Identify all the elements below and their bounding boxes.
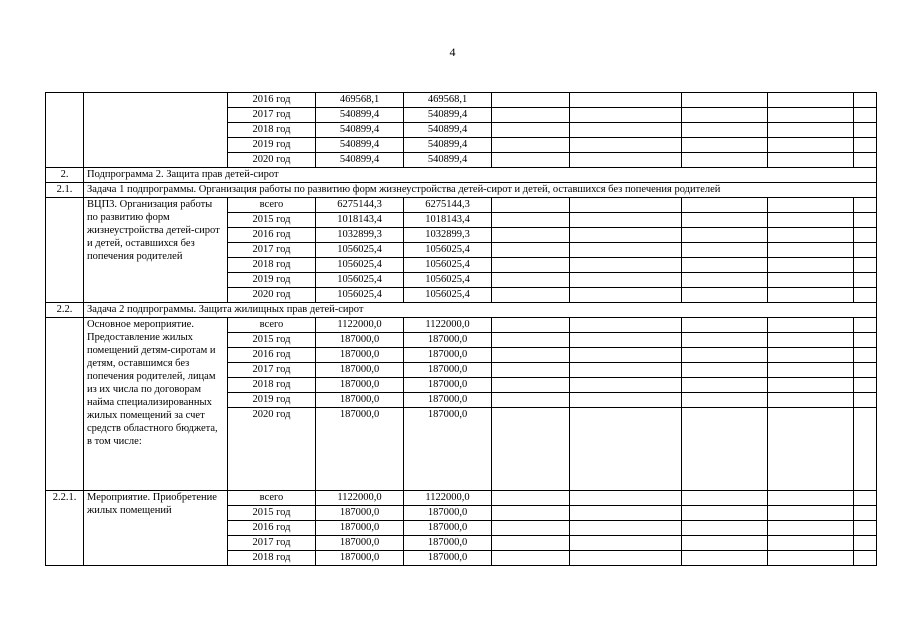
empty-cell bbox=[682, 408, 768, 491]
empty-cell bbox=[768, 521, 854, 536]
empty-cell bbox=[570, 393, 682, 408]
empty-cell bbox=[854, 243, 877, 258]
empty-cell bbox=[854, 521, 877, 536]
empty-cell bbox=[768, 348, 854, 363]
empty-cell bbox=[492, 521, 570, 536]
empty-cell bbox=[570, 198, 682, 213]
year-cell: 2018 год bbox=[228, 378, 316, 393]
empty-cell bbox=[854, 408, 877, 491]
value-cell: 187000,0 bbox=[316, 333, 404, 348]
empty-cell bbox=[492, 318, 570, 333]
year-cell: всего bbox=[228, 491, 316, 506]
empty-cell bbox=[570, 521, 682, 536]
empty-cell bbox=[682, 198, 768, 213]
empty-cell bbox=[768, 228, 854, 243]
value-cell: 6275144,3 bbox=[316, 198, 404, 213]
empty-cell bbox=[854, 228, 877, 243]
empty-cell bbox=[768, 243, 854, 258]
value-cell: 187000,0 bbox=[316, 506, 404, 521]
empty-cell bbox=[768, 363, 854, 378]
value-cell: 540899,4 bbox=[316, 138, 404, 153]
empty-cell bbox=[768, 288, 854, 303]
value-cell: 540899,4 bbox=[316, 108, 404, 123]
year-cell: 2020 год bbox=[228, 288, 316, 303]
value-cell: 187000,0 bbox=[404, 551, 492, 566]
table-row bbox=[46, 318, 877, 333]
empty-cell bbox=[492, 506, 570, 521]
empty-cell bbox=[768, 153, 854, 168]
empty-cell bbox=[492, 288, 570, 303]
empty-cell bbox=[682, 213, 768, 228]
empty-cell bbox=[854, 123, 877, 138]
value-cell: 540899,4 bbox=[404, 138, 492, 153]
empty-cell bbox=[570, 378, 682, 393]
empty-cell bbox=[570, 213, 682, 228]
empty-cell bbox=[854, 213, 877, 228]
year-cell: 2018 год bbox=[228, 123, 316, 138]
value-cell: 187000,0 bbox=[404, 506, 492, 521]
empty-cell bbox=[570, 153, 682, 168]
empty-cell bbox=[682, 153, 768, 168]
empty-cell bbox=[682, 318, 768, 333]
empty-cell bbox=[570, 288, 682, 303]
value-cell: 187000,0 bbox=[404, 408, 492, 491]
value-cell: 6275144,3 bbox=[404, 198, 492, 213]
value-cell: 1056025,4 bbox=[404, 243, 492, 258]
empty-cell bbox=[854, 378, 877, 393]
year-cell: 2017 год bbox=[228, 243, 316, 258]
empty-cell bbox=[768, 551, 854, 566]
empty-cell bbox=[492, 138, 570, 153]
empty-cell bbox=[854, 198, 877, 213]
empty-cell bbox=[570, 258, 682, 273]
value-cell: 1122000,0 bbox=[404, 318, 492, 333]
budget-table bbox=[45, 92, 877, 566]
value-cell: 540899,4 bbox=[316, 123, 404, 138]
year-cell: 2018 год bbox=[228, 551, 316, 566]
empty-cell bbox=[682, 123, 768, 138]
value-cell: 540899,4 bbox=[404, 123, 492, 138]
empty-cell bbox=[682, 258, 768, 273]
value-cell: 469568,1 bbox=[316, 93, 404, 108]
item-label: Основное мероприятие. Предоставление жилых помещений детям-сиротам и детям, оставшимся без попечения родителей, лицам из их числа по договорам найма специализированных жилых помещений за счет средств областного бюджета, в том числе: bbox=[84, 318, 228, 491]
empty-cell bbox=[854, 108, 877, 123]
empty-cell bbox=[570, 108, 682, 123]
value-cell: 1056025,4 bbox=[404, 258, 492, 273]
empty-cell bbox=[492, 213, 570, 228]
empty-cell bbox=[682, 551, 768, 566]
empty-cell bbox=[682, 393, 768, 408]
year-cell: всего bbox=[228, 198, 316, 213]
year-cell: 2020 год bbox=[228, 408, 316, 491]
empty-cell bbox=[854, 93, 877, 108]
empty-cell bbox=[492, 228, 570, 243]
year-cell: 2015 год bbox=[228, 213, 316, 228]
empty-cell bbox=[682, 506, 768, 521]
year-cell: 2015 год bbox=[228, 506, 316, 521]
empty-cell bbox=[854, 348, 877, 363]
empty-cell bbox=[570, 491, 682, 506]
empty-cell bbox=[492, 378, 570, 393]
value-cell: 187000,0 bbox=[404, 536, 492, 551]
item-label: ВЦП3. Организация работы по развитию форм жизнеустройства детей-сирот и детей, оставшихся без попечения родителей bbox=[84, 198, 228, 303]
empty-cell bbox=[492, 551, 570, 566]
value-cell: 187000,0 bbox=[316, 521, 404, 536]
value-cell: 187000,0 bbox=[316, 378, 404, 393]
empty-cell bbox=[492, 93, 570, 108]
empty-cell bbox=[682, 363, 768, 378]
empty-cell bbox=[492, 198, 570, 213]
empty-cell bbox=[768, 333, 854, 348]
empty-cell bbox=[682, 93, 768, 108]
empty-cell bbox=[768, 93, 854, 108]
section-row bbox=[46, 183, 877, 198]
value-cell: 187000,0 bbox=[404, 333, 492, 348]
item-label bbox=[84, 93, 228, 168]
row-number bbox=[46, 198, 84, 303]
value-cell: 187000,0 bbox=[404, 521, 492, 536]
year-cell: 2019 год bbox=[228, 393, 316, 408]
row-number: 2.1. bbox=[46, 183, 84, 198]
empty-cell bbox=[768, 378, 854, 393]
value-cell: 187000,0 bbox=[404, 393, 492, 408]
empty-cell bbox=[768, 536, 854, 551]
empty-cell bbox=[570, 93, 682, 108]
year-cell: 2015 год bbox=[228, 333, 316, 348]
section-title: Задача 2 подпрограммы. Защита жилищных прав детей-сирот bbox=[84, 303, 877, 318]
empty-cell bbox=[854, 318, 877, 333]
table-row bbox=[46, 93, 877, 108]
item-label: Мероприятие. Приобретение жилых помещений bbox=[84, 491, 228, 566]
empty-cell bbox=[682, 288, 768, 303]
value-cell: 1056025,4 bbox=[316, 258, 404, 273]
empty-cell bbox=[768, 506, 854, 521]
empty-cell bbox=[570, 273, 682, 288]
value-cell: 1122000,0 bbox=[404, 491, 492, 506]
empty-cell bbox=[492, 348, 570, 363]
empty-cell bbox=[570, 551, 682, 566]
empty-cell bbox=[768, 138, 854, 153]
empty-cell bbox=[768, 491, 854, 506]
value-cell: 187000,0 bbox=[316, 363, 404, 378]
empty-cell bbox=[768, 318, 854, 333]
value-cell: 187000,0 bbox=[316, 536, 404, 551]
value-cell: 187000,0 bbox=[404, 348, 492, 363]
empty-cell bbox=[854, 551, 877, 566]
empty-cell bbox=[492, 536, 570, 551]
year-cell: 2020 год bbox=[228, 153, 316, 168]
empty-cell bbox=[682, 536, 768, 551]
empty-cell bbox=[682, 273, 768, 288]
value-cell: 187000,0 bbox=[316, 408, 404, 491]
table-body bbox=[46, 93, 877, 566]
empty-cell bbox=[570, 123, 682, 138]
year-cell: 2016 год bbox=[228, 228, 316, 243]
empty-cell bbox=[492, 108, 570, 123]
year-cell: 2018 год bbox=[228, 258, 316, 273]
empty-cell bbox=[570, 228, 682, 243]
row-number: 2.2.1. bbox=[46, 491, 84, 566]
empty-cell bbox=[768, 273, 854, 288]
empty-cell bbox=[682, 348, 768, 363]
empty-cell bbox=[492, 408, 570, 491]
value-cell: 469568,1 bbox=[404, 93, 492, 108]
section-title: Подпрограмма 2. Защита прав детей-сирот bbox=[84, 168, 877, 183]
empty-cell bbox=[768, 213, 854, 228]
value-cell: 1056025,4 bbox=[404, 288, 492, 303]
empty-cell bbox=[854, 258, 877, 273]
empty-cell bbox=[570, 506, 682, 521]
empty-cell bbox=[854, 393, 877, 408]
empty-cell bbox=[768, 123, 854, 138]
value-cell: 187000,0 bbox=[316, 348, 404, 363]
row-number bbox=[46, 318, 84, 491]
empty-cell bbox=[570, 348, 682, 363]
empty-cell bbox=[768, 198, 854, 213]
empty-cell bbox=[854, 288, 877, 303]
empty-cell bbox=[682, 243, 768, 258]
value-cell: 187000,0 bbox=[316, 393, 404, 408]
table-row bbox=[46, 491, 877, 506]
section-row bbox=[46, 303, 877, 318]
empty-cell bbox=[492, 393, 570, 408]
row-number: 2.2. bbox=[46, 303, 84, 318]
value-cell: 1056025,4 bbox=[404, 273, 492, 288]
value-cell: 1056025,4 bbox=[316, 273, 404, 288]
empty-cell bbox=[854, 333, 877, 348]
table-row bbox=[46, 198, 877, 213]
empty-cell bbox=[570, 318, 682, 333]
empty-cell bbox=[768, 108, 854, 123]
empty-cell bbox=[682, 521, 768, 536]
empty-cell bbox=[492, 363, 570, 378]
row-number bbox=[46, 93, 84, 168]
section-title: Задача 1 подпрограммы. Организация работы по развитию форм жизнеустройства детей-сирот и детей, оставшихся без попечения родителей bbox=[84, 183, 877, 198]
value-cell: 187000,0 bbox=[404, 363, 492, 378]
empty-cell bbox=[492, 491, 570, 506]
year-cell: 2016 год bbox=[228, 521, 316, 536]
empty-cell bbox=[682, 491, 768, 506]
empty-cell bbox=[854, 363, 877, 378]
value-cell: 1122000,0 bbox=[316, 491, 404, 506]
value-cell: 1032899,3 bbox=[404, 228, 492, 243]
empty-cell bbox=[492, 153, 570, 168]
section-row bbox=[46, 168, 877, 183]
empty-cell bbox=[570, 333, 682, 348]
empty-cell bbox=[682, 108, 768, 123]
year-cell: 2017 год bbox=[228, 536, 316, 551]
empty-cell bbox=[854, 491, 877, 506]
empty-cell bbox=[570, 243, 682, 258]
value-cell: 187000,0 bbox=[316, 551, 404, 566]
empty-cell bbox=[492, 243, 570, 258]
year-cell: 2016 год bbox=[228, 93, 316, 108]
empty-cell bbox=[492, 258, 570, 273]
empty-cell bbox=[854, 273, 877, 288]
year-cell: 2019 год bbox=[228, 138, 316, 153]
value-cell: 1018143,4 bbox=[404, 213, 492, 228]
year-cell: всего bbox=[228, 318, 316, 333]
empty-cell bbox=[492, 123, 570, 138]
value-cell: 540899,4 bbox=[404, 153, 492, 168]
value-cell: 540899,4 bbox=[404, 108, 492, 123]
value-cell: 540899,4 bbox=[316, 153, 404, 168]
year-cell: 2017 год bbox=[228, 108, 316, 123]
value-cell: 187000,0 bbox=[404, 378, 492, 393]
value-cell: 1018143,4 bbox=[316, 213, 404, 228]
value-cell: 1056025,4 bbox=[316, 288, 404, 303]
value-cell: 1032899,3 bbox=[316, 228, 404, 243]
value-cell: 1056025,4 bbox=[316, 243, 404, 258]
empty-cell bbox=[768, 258, 854, 273]
empty-cell bbox=[682, 378, 768, 393]
empty-cell bbox=[492, 333, 570, 348]
empty-cell bbox=[492, 273, 570, 288]
empty-cell bbox=[682, 228, 768, 243]
empty-cell bbox=[570, 408, 682, 491]
year-cell: 2017 год bbox=[228, 363, 316, 378]
row-number: 2. bbox=[46, 168, 84, 183]
empty-cell bbox=[570, 138, 682, 153]
empty-cell bbox=[854, 138, 877, 153]
empty-cell bbox=[682, 138, 768, 153]
empty-cell bbox=[570, 536, 682, 551]
empty-cell bbox=[768, 408, 854, 491]
year-cell: 2019 год bbox=[228, 273, 316, 288]
page-number: 4 bbox=[449, 45, 456, 59]
empty-cell bbox=[570, 363, 682, 378]
year-cell: 2016 год bbox=[228, 348, 316, 363]
value-cell: 1122000,0 bbox=[316, 318, 404, 333]
empty-cell bbox=[682, 333, 768, 348]
empty-cell bbox=[854, 153, 877, 168]
empty-cell bbox=[854, 536, 877, 551]
empty-cell bbox=[768, 393, 854, 408]
empty-cell bbox=[854, 506, 877, 521]
